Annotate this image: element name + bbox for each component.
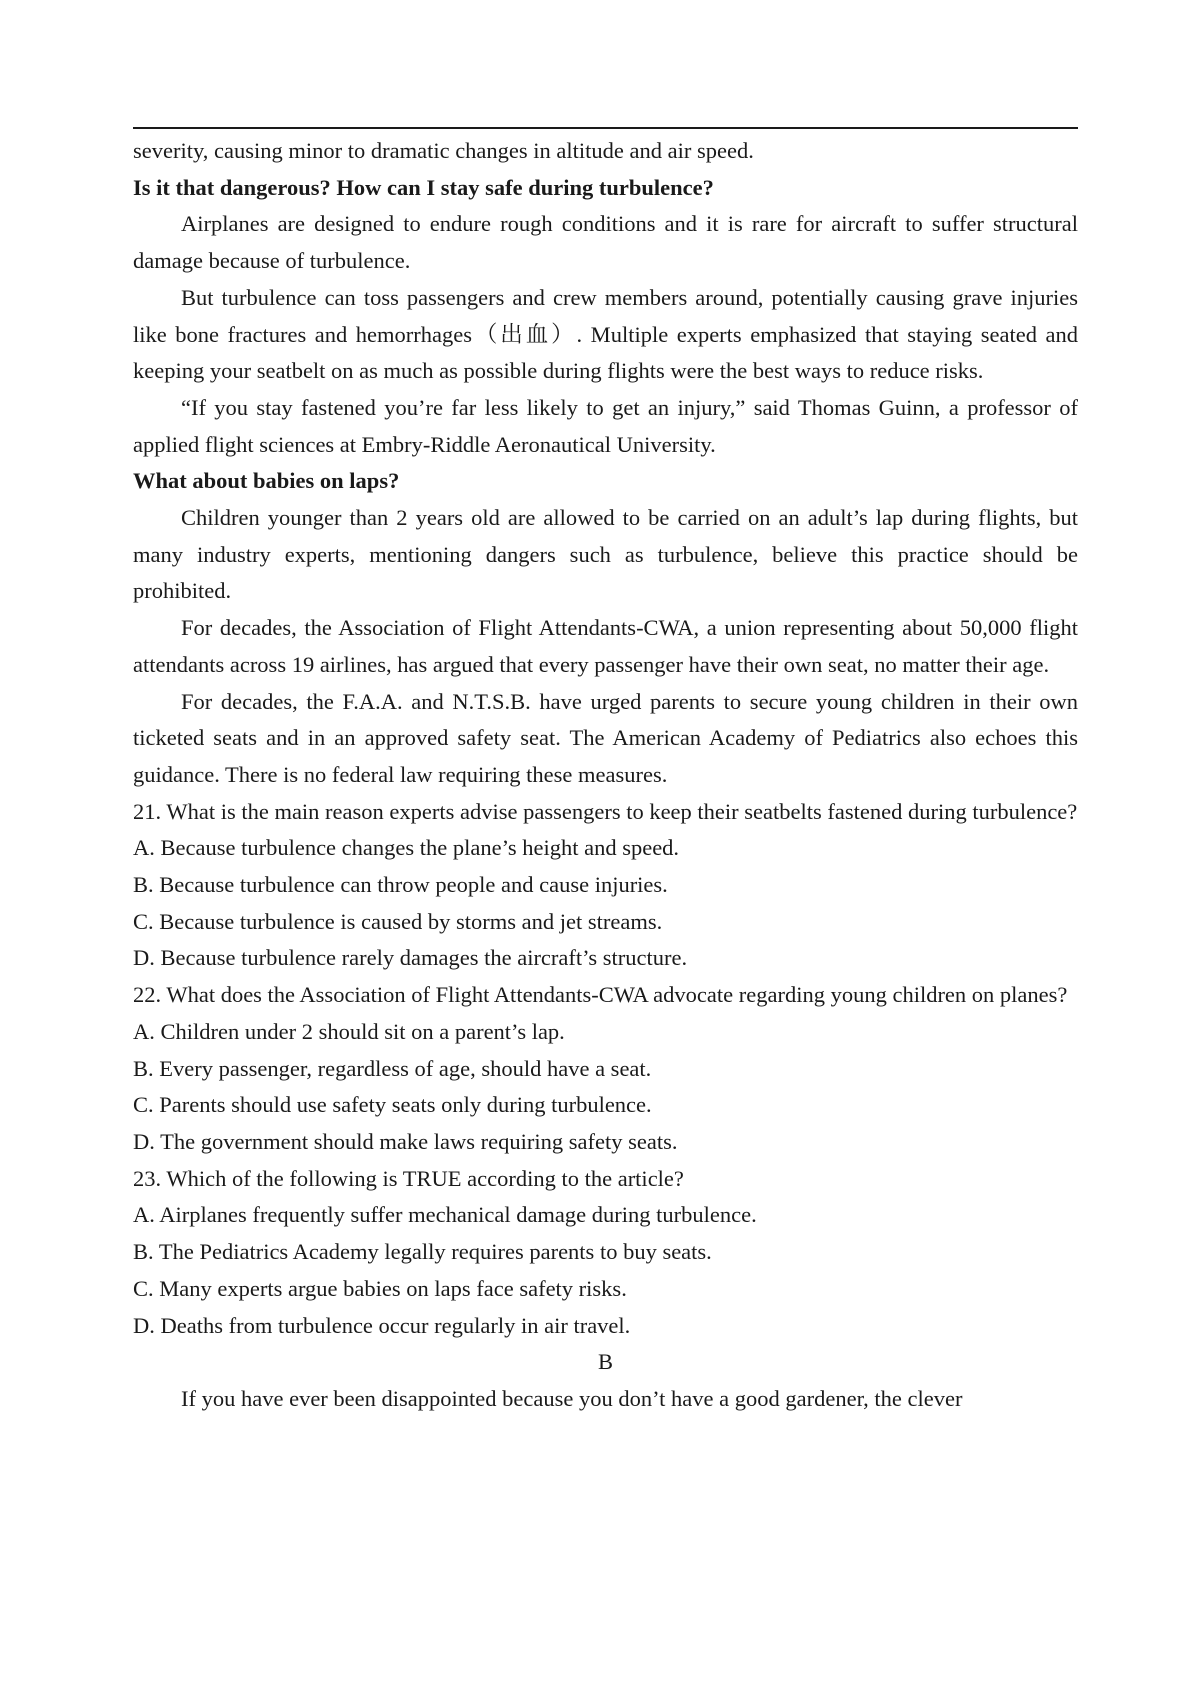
paragraph-children: Children younger than 2 years old are allowed to be carried on an adult’s lap during flights, but many industry experts, mentioning dangers such as turbulence, believe this practice should be prohibited. bbox=[133, 505, 1078, 604]
section-b-paragraph-start: If you have ever been disappointed because you don’t have a good gardener, the clever bbox=[181, 1385, 963, 1411]
paragraph-quote: “If you stay fastened you’re far less likely to get an injury,” said Thomas Guinn, a professor of applied flight sciences at Embry-Riddle Aeronautical University. bbox=[133, 394, 1078, 457]
question-23-option-b: B. The Pediatrics Academy legally requires parents to buy seats. bbox=[133, 1239, 712, 1265]
question-21-stem: 21. What is the main reason experts advise passengers to keep their seatbelts fastened during turbulence? bbox=[133, 798, 1078, 824]
paragraph-continued: severity, causing minor to dramatic changes in altitude and air speed. bbox=[133, 138, 754, 163]
question-22-option-c: C. Parents should use safety seats only during turbulence. bbox=[133, 1092, 652, 1118]
question-22-stem: 22. What does the Association of Flight Attendants-CWA advocate regarding young children on planes? bbox=[133, 982, 1068, 1008]
question-22-option-a: A. Children under 2 should sit on a parent’s lap. bbox=[133, 1018, 565, 1044]
question-21-option-a: A. Because turbulence changes the plane’s height and speed. bbox=[133, 835, 680, 861]
header-rule bbox=[133, 127, 1078, 129]
question-22-option-d: D. The government should make laws requiring safety seats. bbox=[133, 1128, 678, 1154]
paragraph-faa: For decades, the F.A.A. and N.T.S.B. have urged parents to secure young children in their own ticketed seats and in an approved safety seat. The American Academy of Pediatrics also echoes this guidance. There is no federal law requiring these measures. bbox=[133, 688, 1078, 787]
heading-babies: What about babies on laps? bbox=[133, 468, 400, 494]
question-23-option-d: D. Deaths from turbulence occur regularly in air travel. bbox=[133, 1312, 631, 1338]
question-21-option-c: C. Because turbulence is caused by storms and jet streams. bbox=[133, 908, 663, 934]
paragraph-toss: But turbulence can toss passengers and crew members around, potentially causing grave injuries like bone fractures and hemorrhages（出血）. Multiple experts emphasized that staying seated and keeping your seatbelt on as much as possible during flights were the best ways to reduce risks. bbox=[133, 284, 1078, 384]
question-23-stem: 23. Which of the following is TRUE according to the article? bbox=[133, 1165, 684, 1191]
heading-dangerous: Is it that dangerous? How can I stay safe during turbulence? bbox=[133, 174, 714, 200]
section-b-heading: B bbox=[597, 1349, 613, 1375]
document-body bbox=[133, 133, 1078, 1418]
question-21-option-b: B. Because turbulence can throw people and cause injuries. bbox=[133, 872, 668, 898]
question-21-option-d: D. Because turbulence rarely damages the aircraft’s structure. bbox=[133, 945, 688, 971]
question-23-option-a: A. Airplanes frequently suffer mechanical damage during turbulence. bbox=[133, 1202, 757, 1228]
paragraph-association: For decades, the Association of Flight Attendants-CWA, a union representing about 50,000 flight attendants across 19 airlines, has argued that every passenger have their own seat, no matter their age. bbox=[133, 615, 1078, 677]
paragraph-airplanes: Airplanes are designed to endure rough conditions and it is rare for aircraft to suffer structural damage because of turbulence. bbox=[133, 211, 1078, 274]
question-23-option-c: C. Many experts argue babies on laps face safety risks. bbox=[133, 1275, 627, 1301]
question-22-option-b: B. Every passenger, regardless of age, should have a seat. bbox=[133, 1055, 652, 1081]
